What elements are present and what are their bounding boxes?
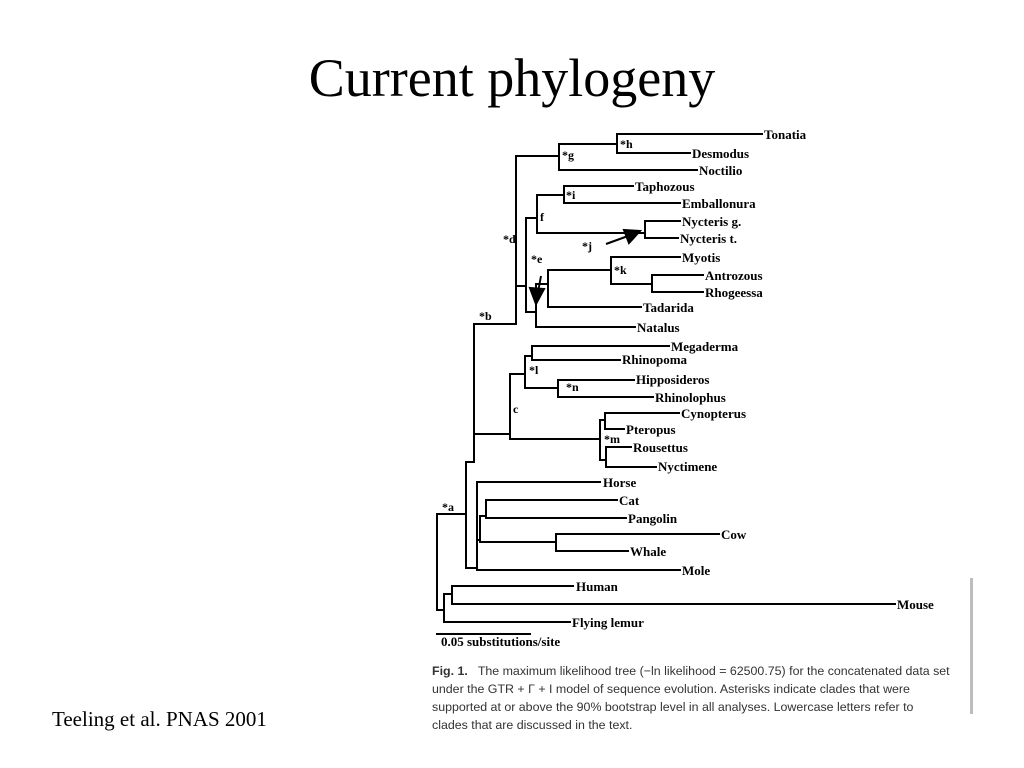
branch-out <box>437 594 444 622</box>
branch-cow-whale <box>480 534 556 551</box>
scale-label: 0.05 substitutions/site <box>441 634 561 649</box>
branch-mega-rhino <box>525 346 532 360</box>
branch-n <box>525 380 558 397</box>
taxon-label: Nycteris g. <box>682 214 742 229</box>
taxon-label: Hipposideros <box>636 372 710 387</box>
taxon-label: Mole <box>682 563 711 578</box>
taxon-label: Nycteris t. <box>680 231 738 246</box>
caption-label: Fig. 1. <box>432 664 468 678</box>
figure-caption <box>432 662 952 734</box>
taxon-label: Horse <box>603 475 637 490</box>
taxon-label: Taphozous <box>635 179 695 194</box>
branch-l <box>510 356 525 388</box>
clade-label-n: *n <box>566 380 579 394</box>
branch-cat-pango <box>480 500 486 518</box>
taxon-label: Tonatia <box>764 127 807 142</box>
branch-g <box>516 144 559 170</box>
clade-label-g: *g <box>562 148 574 162</box>
taxon-label: Noctilio <box>699 163 743 178</box>
clade-label-f: f <box>540 210 544 224</box>
clade-label-a: *a <box>442 500 454 514</box>
branch-antrozous-pair <box>611 275 652 292</box>
taxon-label: Rhinolophus <box>655 390 726 405</box>
clade-label-c: c <box>513 402 519 416</box>
taxon-label: Cynopterus <box>681 406 747 421</box>
taxon-label: Rhinopoma <box>622 352 688 367</box>
taxon-label: Whale <box>630 544 667 559</box>
caption-text: The maximum likelihood tree (−ln likelihood = 62500.75) for the concatenated data set under the GTR + Γ + I model of sequence evolution. Asterisks indicate clades that were supported at or above the 90% bootstrap level in all analyses. Lowercase letters refer to clades that are discussed in the text. <box>432 664 950 732</box>
taxon-label: Human <box>576 579 618 594</box>
branch-f <box>526 195 537 233</box>
divider <box>970 578 973 714</box>
taxon-label: Megaderma <box>671 339 739 354</box>
clade-label-i: *i <box>566 188 576 202</box>
slide-title: Current phylogeny <box>308 48 716 108</box>
clade-label-j: *j <box>582 239 592 253</box>
taxon-label: Tadarida <box>643 300 694 315</box>
taxon-label: Flying lemur <box>572 615 644 630</box>
branch-rest <box>466 482 477 570</box>
taxon-label: Myotis <box>682 250 721 265</box>
taxon-label: Cat <box>619 493 640 508</box>
clade-label-k: *k <box>614 263 627 277</box>
taxon-label: Mouse <box>897 597 934 612</box>
branch-e <box>516 218 526 312</box>
branch-a <box>437 462 466 568</box>
taxon-label: Natalus <box>637 320 680 335</box>
taxon-label: Desmodus <box>692 146 750 161</box>
branch-m <box>510 420 600 460</box>
clade-label-e: *e <box>531 252 543 266</box>
clade-label-m: *m <box>604 432 620 446</box>
taxon-label: Cow <box>721 527 747 542</box>
branch-human-mouse <box>444 586 452 604</box>
branch-i <box>537 186 564 203</box>
arrow-e-head <box>530 288 544 304</box>
taxon-label: Pteropus <box>626 422 676 437</box>
arrow-j-line <box>606 236 628 244</box>
branch-b <box>466 324 474 462</box>
clade-label-l: *l <box>529 363 539 377</box>
taxon-label: Pangolin <box>628 511 678 526</box>
taxon-label: Rhogeessa <box>705 285 763 300</box>
clade-label-h: *h <box>620 137 633 151</box>
clade-label-b: *b <box>479 309 492 323</box>
taxon-label: Emballonura <box>682 196 756 211</box>
taxon-label: Antrozous <box>705 268 763 283</box>
branch-k <box>548 257 611 284</box>
taxon-label: Nyctimene <box>658 459 718 474</box>
branch-c <box>474 374 510 439</box>
arrow-j-head <box>624 230 640 243</box>
taxon-label: Rousettus <box>633 440 688 455</box>
clade-label-d: *d <box>503 232 516 246</box>
citation: Teeling et al. PNAS 2001 <box>52 707 267 731</box>
